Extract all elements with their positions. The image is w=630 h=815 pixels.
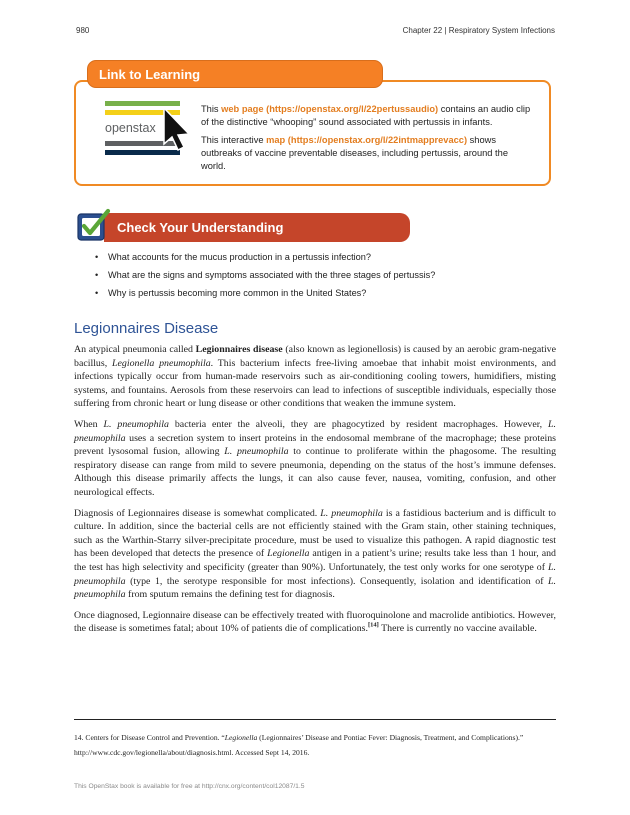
paragraph-1: An atypical pneumonia called Legionnaires disease (also known as legionellosis) is caused by an aerobic gram-negative bacillus, Legionella pneumophila. This bacterium infects free-living amoebae that inhabit moist environments, and infections typically occur from human-made reservoirs such as air-conditioning cooling towers, humidifiers, misting systems, and fountains. Aerosols from these reservoirs can lead to infections of susceptible individuals, especially those suffering from chronic heart or lung disease or other conditions that weaken the immune system. xyxy=(74,344,557,410)
section-heading: Legionnaires Disease xyxy=(74,320,219,337)
paragraph-3: Diagnosis of Legionnaires disease is somewhat complicated. L. pneumophila is a fastidious bacterium and is difficult to culture. In addition, since the bacterial cells are not efficiently stained with the Gram stain, other staining techniques, such as the Warthin-Starry silver-precipitate procedure, must be used to visualize this pathogen. A rapid diagnostic test has been developed that detects the presence of Legionella antigen in a patient’s urine; results take less than 1 hour, and the test has high selectivity and specificity (greater than 90%). Unfortunately, the test only works for one serotype of L. pneumophila (type 1, the serotype responsible for most infections). Consequently, isolation and identification of L. pneumophila from sputum remains the defining test for diagnosis. xyxy=(74,507,556,601)
section-body xyxy=(74,343,556,643)
footnote-divider xyxy=(74,719,556,720)
link-to-learning-para-1: This web page (https://openstax.org/l/22pertussaudio) contains an audio clip of the distinctive “whooping” sound associated with pertussis in infants. xyxy=(201,104,531,127)
chapter-title: Chapter 22 | Respiratory System Infections xyxy=(402,26,555,35)
checkmark-icon xyxy=(77,208,111,242)
question-item: • Why is pertussis becoming more common in the United States? xyxy=(93,287,533,305)
paragraph-2: When L. pneumophila bacteria enter the alveoli, they are phagocytized by resident macrophages. However, L. pneumophila uses a secretion system to insert proteins in the endosomal membrane of the macrophage; these proteins prevent lysosomal fusion, allowing L. pneumophila to continue to proliferate within the phagosome. The resulting respiratory disease can range from mild to severe pneumonia, depending on the status of the host’s immune defenses. Although this disease primarily affects the lungs, it can also cause fever, nausea, vomiting, confusion, and other neurological effects. xyxy=(74,418,557,498)
vaccine-map-link[interactable]: map (https://openstax.org/l/22intmapprevacc) xyxy=(266,135,468,145)
paragraph-4: Once diagnosed, Legionnaire disease can be effectively treated with fluoroquinolone and macrolide antibiotics. However, the disease is sometimes fatal; about 10% of patients die of complications.[14] There is currently no vaccine available. xyxy=(74,609,556,635)
openstax-cursor-icon xyxy=(102,100,194,160)
page-number: 980 xyxy=(76,26,90,35)
check-understanding-questions xyxy=(93,251,533,305)
openstax-logo-text: openstax xyxy=(105,121,156,135)
footnote-ref-14[interactable]: [14] xyxy=(367,621,379,629)
question-item: • What accounts for the mucus production in a pertussis infection? xyxy=(93,251,533,269)
question-item: • What are the signs and symptoms associated with the three stages of pertussis? xyxy=(93,269,533,287)
check-understanding-title: Check Your Understanding xyxy=(104,213,410,242)
link-to-learning-para-2: This interactive map (https://openstax.org/l/22intmapprevacc) shows outbreaks of vaccine preventable diseases, including pertussis, around the world. xyxy=(201,135,508,171)
pertussis-audio-link[interactable]: web page (https://openstax.org/l/22pertussaudio) xyxy=(221,104,439,114)
page-footer: This OpenStax book is available for free at http://cnx.org/content/col12087/1.5 xyxy=(74,783,305,790)
footnote-14: 14. Centers for Disease Control and Prevention. “Legionella (Legionnaires’ Disease and Pontiac Fever: Diagnosis, Treatment, and Complications).” http://www.cdc.gov/legionella/about/diagnosis.html. Accessed Sept 14, 2016. xyxy=(74,733,524,757)
link-to-learning-title: Link to Learning xyxy=(87,60,383,88)
link-to-learning-text xyxy=(201,103,531,178)
